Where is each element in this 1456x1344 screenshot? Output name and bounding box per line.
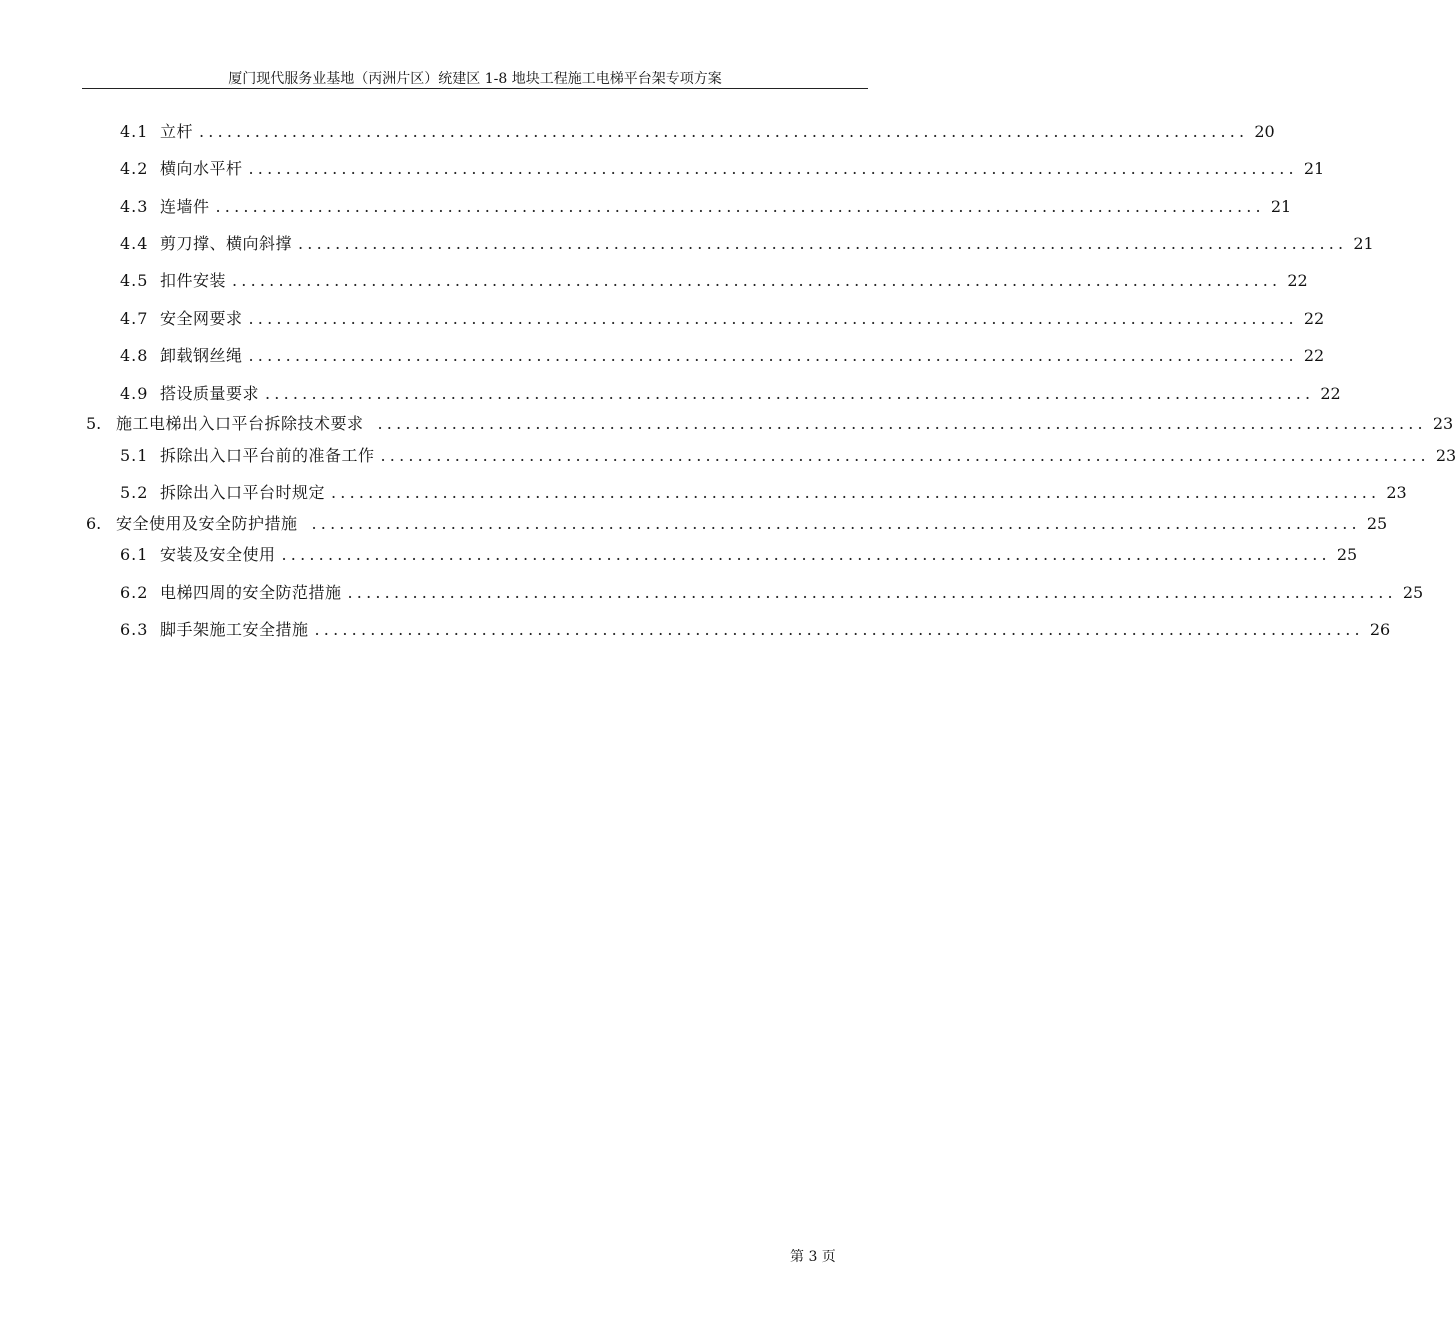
- toc-entry-number: 4.3: [120, 197, 149, 216]
- toc-entry-title: 安装及安全使用: [160, 545, 276, 564]
- toc-entry-number: 6.: [86, 514, 102, 533]
- toc-entry-page: 25: [1402, 583, 1424, 602]
- toc-entry-number: 4.8: [120, 346, 149, 365]
- toc-entry-title: 立杆: [160, 122, 194, 141]
- toc-entry-page: 20: [1254, 122, 1275, 141]
- toc-entry-page: 22: [1303, 346, 1325, 365]
- toc-dot-leader: .................................................................................................................: [248, 309, 1298, 328]
- toc-entry-number: 6.3: [120, 620, 149, 639]
- toc-dot-leader: .................................................................................................................: [314, 620, 1364, 639]
- running-header: 厦门现代服务业基地（丙洲片区）统建区 1-8 地块工程施工电梯平台架专项方案: [228, 71, 722, 87]
- toc-entry[interactable]: [120, 618, 1391, 642]
- toc-dot-leader: .................................................................................................................: [380, 446, 1430, 465]
- toc-entry-title: 安全网要求: [160, 309, 243, 328]
- toc-entry-page: 21: [1303, 159, 1325, 178]
- toc-entry-page: 22: [1303, 309, 1325, 328]
- toc-entry-title: 电梯四周的安全防范措施: [160, 583, 342, 602]
- toc-dot-leader: .................................................................................................................: [347, 583, 1397, 602]
- toc-dot-leader: .................................................................................................................: [377, 414, 1427, 433]
- header-rule: [82, 88, 868, 89]
- toc-entry-page: 23: [1435, 446, 1456, 465]
- toc-entry-number: 5.: [86, 414, 102, 433]
- toc-entry[interactable]: [120, 195, 1292, 219]
- toc-entry-page: 22: [1320, 384, 1341, 403]
- toc-entry-page: 23: [1432, 414, 1454, 433]
- toc-entry-title: 卸载钢丝绳: [160, 346, 243, 365]
- toc-dot-leader: .................................................................................................................: [199, 122, 1249, 141]
- toc-entry-number: 4.5: [120, 271, 149, 290]
- toc-entry-title: 拆除出入口平台前的准备工作: [160, 446, 375, 465]
- toc-entry[interactable]: [120, 481, 1407, 505]
- toc-entry[interactable]: [120, 232, 1374, 256]
- toc-entry[interactable]: [120, 307, 1325, 331]
- toc-entry-page: 22: [1287, 271, 1308, 290]
- toc-entry-number: 6.2: [120, 583, 149, 602]
- toc-entry-title: 安全使用及安全防护措施: [116, 514, 298, 533]
- toc-entry-number: 4.1: [120, 122, 149, 141]
- toc-entry-number: 4.9: [120, 384, 149, 403]
- toc-entry-title: 施工电梯出入口平台拆除技术要求: [116, 414, 364, 433]
- toc-dot-leader: .................................................................................................................: [215, 197, 1265, 216]
- toc-entry-page: 25: [1366, 514, 1388, 533]
- toc-entry[interactable]: [120, 382, 1341, 406]
- toc-entry-page: 21: [1270, 197, 1292, 216]
- toc-entry-title: 横向水平杆: [160, 159, 243, 178]
- toc-entry-number: 6.1: [120, 545, 149, 564]
- toc-dot-leader: .................................................................................................................: [311, 514, 1361, 533]
- toc-dot-leader: .................................................................................................................: [331, 483, 1381, 502]
- toc-section-entry[interactable]: [86, 412, 1454, 436]
- toc-entry[interactable]: [120, 543, 1358, 567]
- toc-entry-title: 脚手架施工安全措施: [160, 620, 309, 639]
- toc-entry[interactable]: [120, 344, 1325, 368]
- toc-dot-leader: .................................................................................................................: [248, 346, 1298, 365]
- toc-entry-number: 5.1: [120, 446, 149, 465]
- toc-entry-page: 26: [1369, 620, 1391, 639]
- toc-entry-number: 4.2: [120, 159, 149, 178]
- page-number-footer: 第 3 页: [790, 1249, 836, 1265]
- toc-section-entry[interactable]: [86, 512, 1388, 536]
- toc-entry-title: 剪刀撑、横向斜撑: [160, 234, 293, 253]
- toc-dot-leader: .................................................................................................................: [298, 234, 1348, 253]
- toc-entry-title: 搭设质量要求: [160, 384, 260, 403]
- toc-entry-title: 拆除出入口平台时规定: [160, 483, 326, 502]
- toc-dot-leader: .................................................................................................................: [248, 159, 1298, 178]
- toc-entry-number: 5.2: [120, 483, 149, 502]
- toc-entry[interactable]: [120, 269, 1308, 293]
- toc-dot-leader: .................................................................................................................: [281, 545, 1331, 564]
- toc-entry-number: 4.7: [120, 309, 149, 328]
- toc-entry-page: 21: [1353, 234, 1374, 253]
- toc-entry[interactable]: [120, 444, 1456, 468]
- toc-entry-number: 4.4: [120, 234, 149, 253]
- toc-entry-title: 连墙件: [160, 197, 210, 216]
- toc-entry-title: 扣件安装: [160, 271, 227, 290]
- toc-entry-page: 25: [1336, 545, 1358, 564]
- toc-entry[interactable]: [120, 120, 1275, 144]
- toc-entry-page: 23: [1386, 483, 1407, 502]
- toc-entry[interactable]: [120, 581, 1424, 605]
- toc-dot-leader: .................................................................................................................: [232, 271, 1282, 290]
- toc-dot-leader: .................................................................................................................: [265, 384, 1315, 403]
- toc-entry[interactable]: [120, 157, 1325, 181]
